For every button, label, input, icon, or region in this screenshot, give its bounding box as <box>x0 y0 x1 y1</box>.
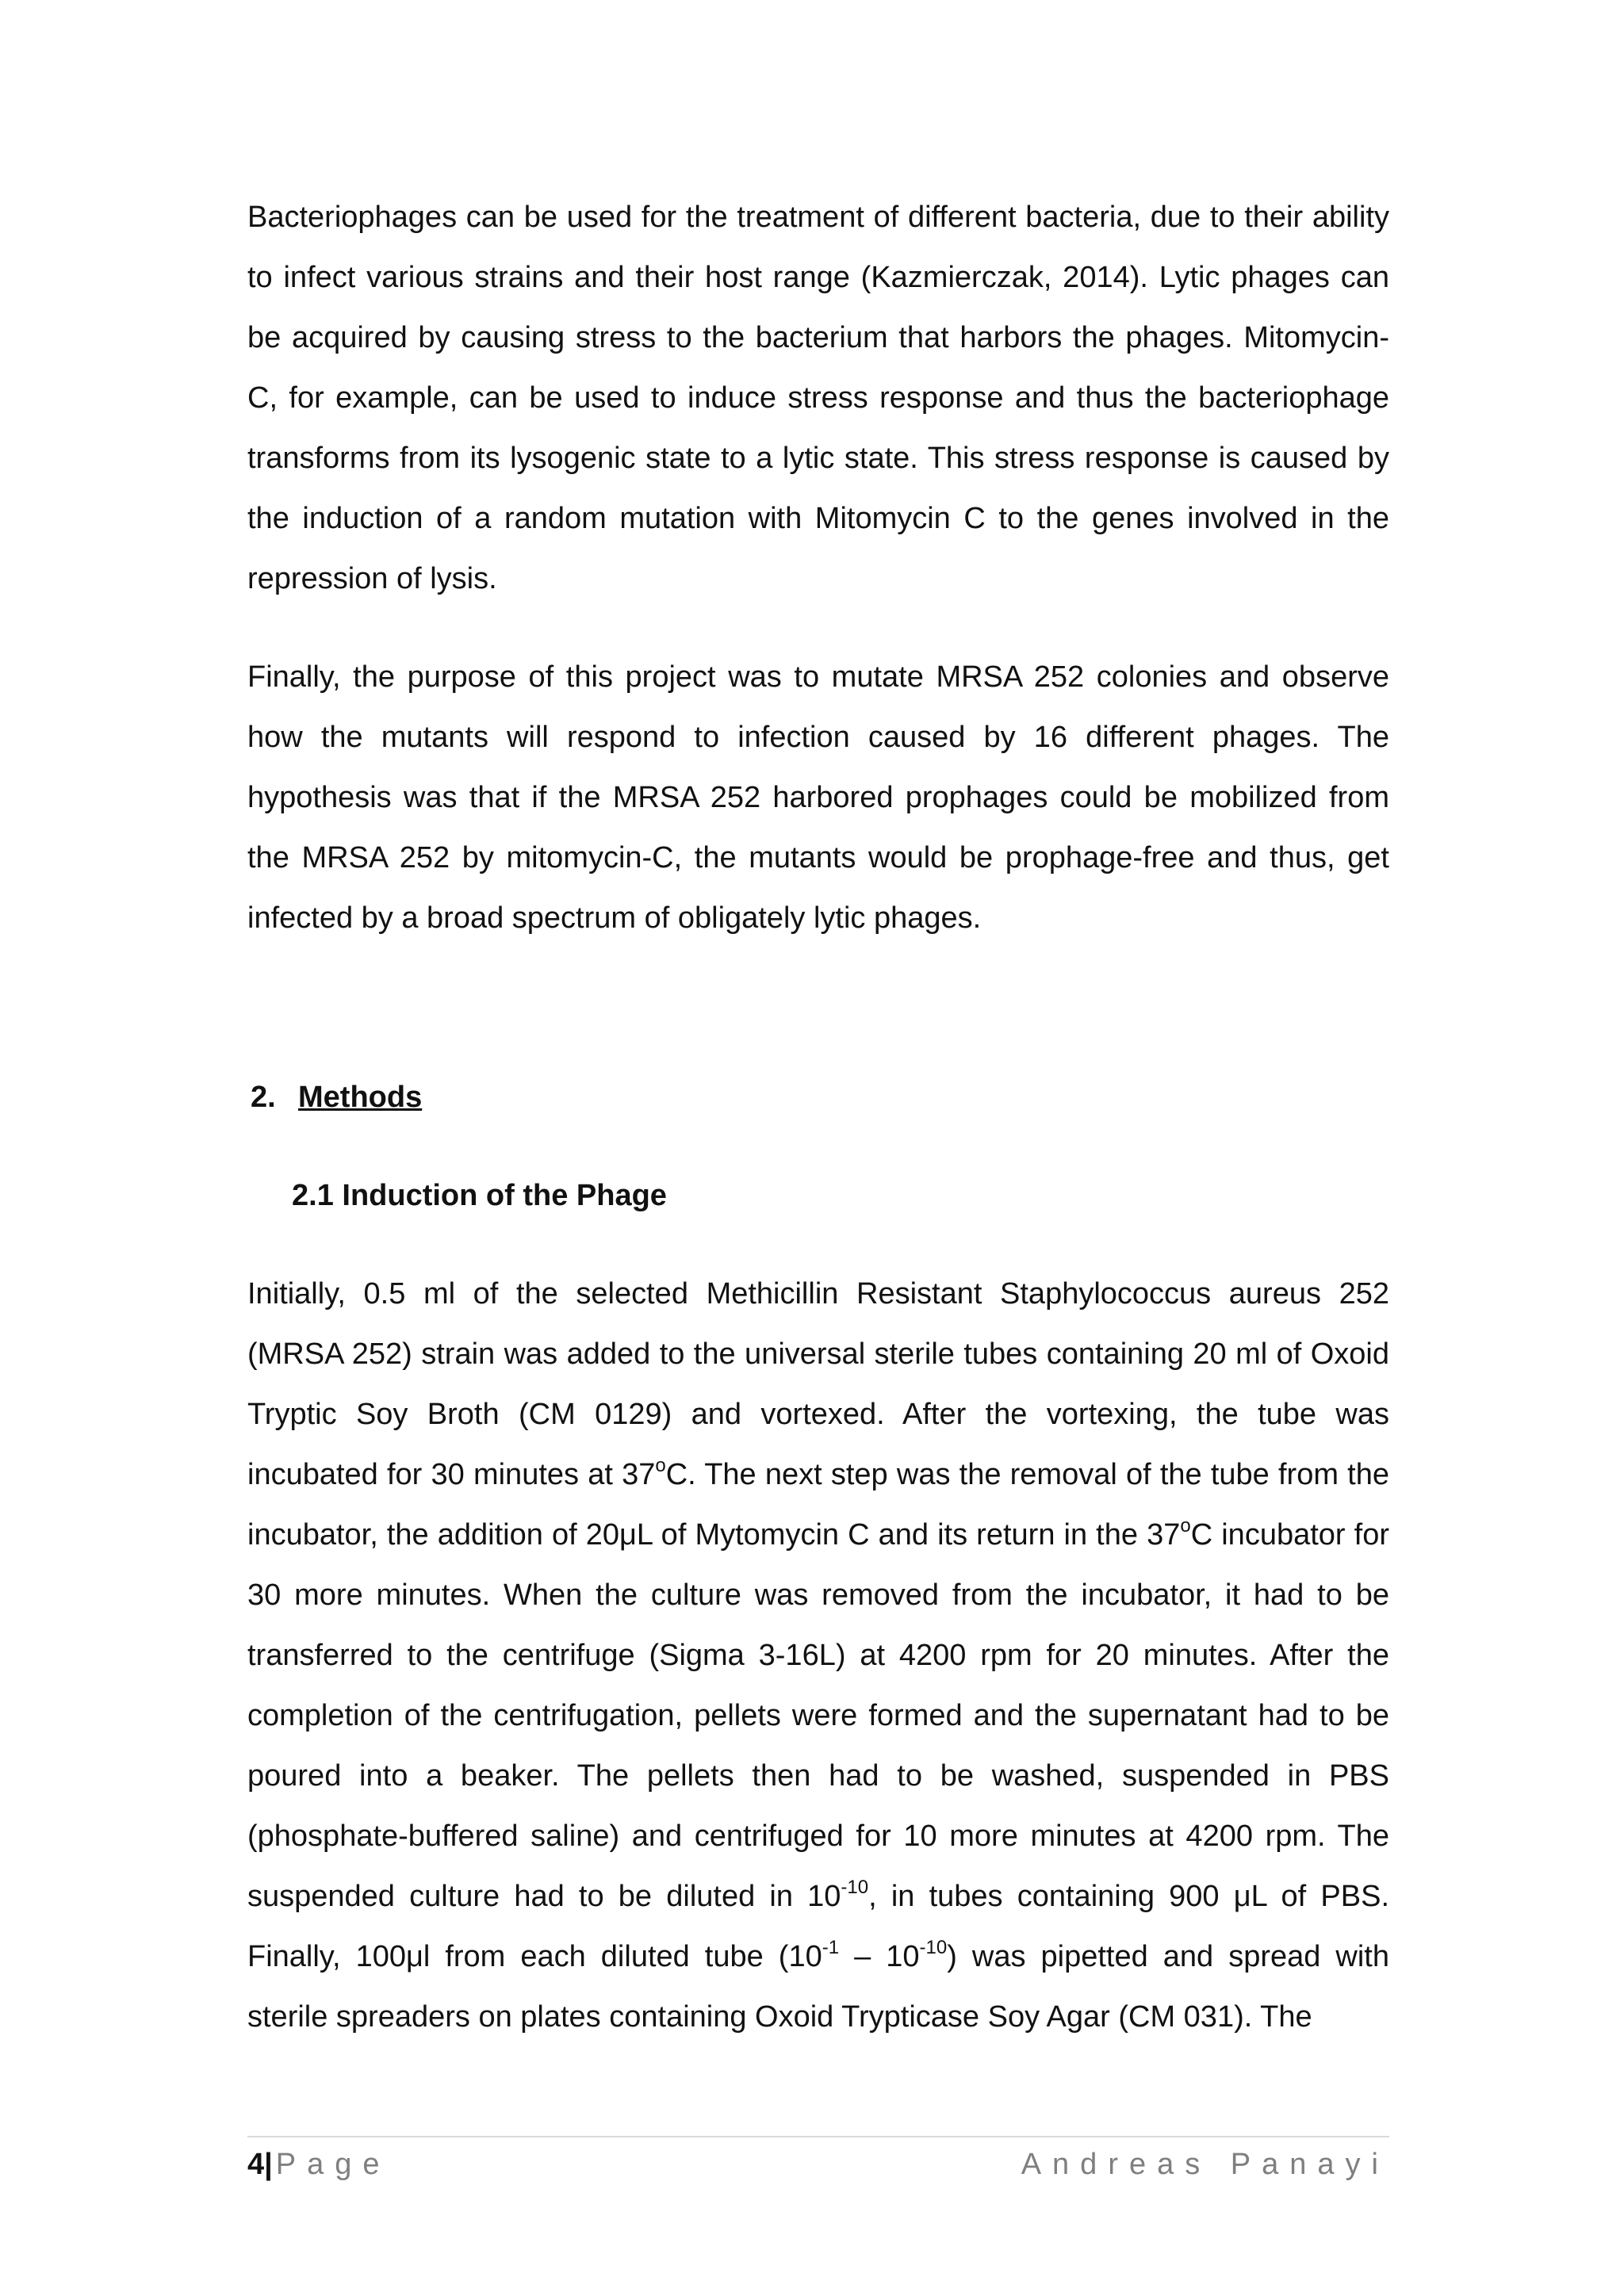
exponent-superscript: -1 <box>822 1937 840 1959</box>
section-number: 2. <box>251 1081 276 1114</box>
subsection-heading-induction: 2.1 Induction of the Phage <box>292 1179 667 1212</box>
exponent-superscript: -10 <box>841 1877 869 1899</box>
footer-divider <box>247 2136 1389 2137</box>
page-label: Page <box>275 2148 391 2181</box>
document-body <box>247 187 1389 2047</box>
page-number: 4| <box>247 2148 273 2181</box>
method-text-part: ) was pipetted and spread with sterile spreaders on plates containing Oxoid Trypticase Soy Agar (CM 031). The <box>247 1940 1389 2034</box>
section-spacer <box>247 948 1389 1067</box>
page-footer <box>247 2141 1389 2188</box>
method-text-part: – 10 <box>839 1940 920 1973</box>
paragraph-spacer <box>247 609 1389 647</box>
exponent-superscript: -10 <box>919 1937 948 1959</box>
method-text-part: Initially, 0.5 ml of the selected Methicillin Resistant Staphylococcus aureus 252 (MRSA 252) strain was added to the universal sterile tubes containing 20 ml of Oxoid Tryptic Soy Broth (CM 0129) and vortexed. After the vortexing, the tube was incubated for 30 minutes at 37 <box>247 1277 1389 1491</box>
method-text-part: C. The next step was the removal of the tube from the incubator, the addition of 20μL of Mytomycin C and its return in the 37 <box>247 1458 1389 1552</box>
author-name: Andreas Panayi <box>1021 2148 1389 2181</box>
degree-superscript: o <box>655 1455 666 1477</box>
section-title: Methods <box>298 1081 423 1114</box>
degree-superscript: o <box>1180 1515 1191 1537</box>
paragraph-induction-method <box>247 1264 1389 2047</box>
method-text-part: C incubator for 30 more minutes. When the culture was removed from the incubator, it had to be transferred to the centrifuge (Sigma 3-16L) at 4200 rpm for 20 minutes. After the completion of the centrifugation, pellets were formed and the supernatant had to be poured into a beaker. The pellets then had to be washed, suspended in PBS (phosphate-buffered saline) and centrifuged for 10 more minutes at 4200 rpm. The suspended culture had to be diluted in 10 <box>247 1518 1389 1913</box>
section-heading-methods <box>247 1067 1389 1127</box>
paragraph-purpose: Finally, the purpose of this project was to mutate MRSA 252 colonies and observe how the mutants will respond to infection caused by 16 different phages. The hypothesis was that if the MRSA 252 harbored prophages could be mobilized from the MRSA 252 by mitomycin-C, the mutants would be prophage-free and thus, get infected by a broad spectrum of obligately lytic phages. <box>247 660 1389 935</box>
paragraph-bacteriophages: Bacteriophages can be used for the treatment of different bacteria, due to their ability to infect various strains and their host range (Kazmierczak, 2014). Lytic phages can be acquired by causing stress to the bacterium that harbors the phages. Mitomycin-C, for example, can be used to induce stress response and thus the bacteriophage transforms from its lysogenic state to a lytic state. This stress response is caused by the induction of a random mutation with Mitomycin C to the genes involved in the repression of lysis. <box>247 201 1389 595</box>
method-text-part: , in tubes containing 900 μL of PBS. Finally, 100μl from each diluted tube (10 <box>247 1880 1390 1973</box>
